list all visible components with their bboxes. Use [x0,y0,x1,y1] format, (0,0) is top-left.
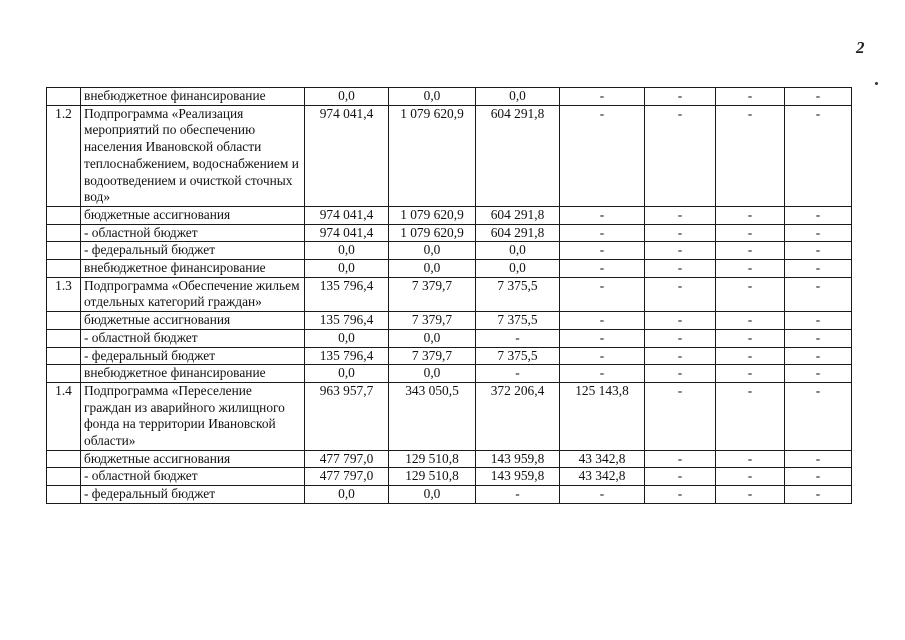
value-cell: - [785,329,852,347]
row-code [47,365,81,383]
value-cell: - [785,450,852,468]
value-cell: - [645,329,716,347]
value-cell: - [645,450,716,468]
value-cell: - [785,486,852,504]
value-cell: 0,0 [476,88,560,106]
value-cell: 143 959,8 [476,468,560,486]
row-label: бюджетные ассигнования [81,450,305,468]
page-number: 2 [856,38,865,57]
table-row [47,242,852,260]
value-cell: - [716,382,785,450]
value-cell: - [785,88,852,106]
value-cell: 974 041,4 [305,206,389,224]
value-cell: - [645,365,716,383]
value-cell: 7 375,5 [476,277,560,311]
value-cell: - [476,365,560,383]
row-label: бюджетные ассигнования [81,206,305,224]
value-cell: - [476,329,560,347]
value-cell: 0,0 [476,260,560,278]
value-cell: 7 375,5 [476,312,560,330]
value-cell: - [785,468,852,486]
table-row [47,88,852,106]
table-row [47,450,852,468]
value-cell: 0,0 [389,88,476,106]
value-cell: 129 510,8 [389,468,476,486]
value-cell: 0,0 [305,88,389,106]
value-cell: 0,0 [305,365,389,383]
value-cell: 0,0 [305,242,389,260]
row-label: - областной бюджет [81,224,305,242]
value-cell: - [560,486,645,504]
table-row [47,312,852,330]
value-cell: - [716,88,785,106]
table-row [47,468,852,486]
value-cell: - [716,312,785,330]
value-cell: - [560,88,645,106]
row-code [47,329,81,347]
value-cell: - [645,277,716,311]
value-cell: - [716,105,785,206]
value-cell: - [716,277,785,311]
row-label: внебюджетное финансирование [81,260,305,278]
value-cell: 1 079 620,9 [389,206,476,224]
value-cell: 125 143,8 [560,382,645,450]
value-cell: 963 957,7 [305,382,389,450]
table-row [47,206,852,224]
value-cell: - [716,260,785,278]
subprogram-row [47,382,852,450]
value-cell: 1 079 620,9 [389,105,476,206]
value-cell: 7 379,7 [389,277,476,311]
value-cell: 0,0 [389,260,476,278]
value-cell: - [560,242,645,260]
value-cell: 0,0 [476,242,560,260]
value-cell: - [645,347,716,365]
value-cell: - [645,242,716,260]
value-cell: - [716,450,785,468]
row-code [47,206,81,224]
row-code: 1.2 [47,105,81,206]
value-cell: - [785,365,852,383]
value-cell: - [476,486,560,504]
value-cell: 43 342,8 [560,450,645,468]
value-cell: - [645,382,716,450]
row-code [47,450,81,468]
row-code [47,88,81,106]
value-cell: - [560,277,645,311]
value-cell: 604 291,8 [476,206,560,224]
value-cell: - [560,260,645,278]
row-label: Подпрограмма «Обеспечение жильем отдельных категорий граждан» [81,277,305,311]
value-cell: 0,0 [305,486,389,504]
value-cell: - [560,365,645,383]
value-cell: 477 797,0 [305,450,389,468]
subprogram-row [47,277,852,311]
value-cell: - [785,277,852,311]
value-cell: 974 041,4 [305,105,389,206]
value-cell: - [645,260,716,278]
row-code: 1.3 [47,277,81,311]
value-cell: - [716,242,785,260]
value-cell: - [645,486,716,504]
row-label: Подпрограмма «Реализация мероприятий по обеспечению населения Ивановской области теплоснабжением, водоснабжением и водоотведением и очисткой сточных вод» [81,105,305,206]
value-cell: 604 291,8 [476,105,560,206]
value-cell: - [716,206,785,224]
value-cell: 0,0 [389,329,476,347]
budget-table [46,87,852,504]
value-cell: - [785,242,852,260]
table-row [47,365,852,383]
value-cell: - [716,329,785,347]
value-cell: - [560,206,645,224]
row-code [47,312,81,330]
row-code [47,224,81,242]
table-row [47,486,852,504]
row-label: бюджетные ассигнования [81,312,305,330]
value-cell: 0,0 [389,365,476,383]
row-code [47,486,81,504]
value-cell: 135 796,4 [305,347,389,365]
row-code [47,242,81,260]
value-cell: 372 206,4 [476,382,560,450]
value-cell: - [645,88,716,106]
row-label: - областной бюджет [81,468,305,486]
value-cell: 0,0 [389,486,476,504]
value-cell: 7 379,7 [389,312,476,330]
row-code [47,347,81,365]
table-row [47,224,852,242]
row-label: - областной бюджет [81,329,305,347]
value-cell: 135 796,4 [305,312,389,330]
value-cell: 43 342,8 [560,468,645,486]
value-cell: - [785,312,852,330]
value-cell: - [560,329,645,347]
table-row [47,329,852,347]
value-cell: - [716,486,785,504]
row-code: 1.4 [47,382,81,450]
value-cell: - [716,468,785,486]
value-cell: - [560,312,645,330]
row-code [47,468,81,486]
value-cell: - [785,260,852,278]
value-cell: 0,0 [389,242,476,260]
value-cell: - [645,312,716,330]
scan-speck [875,82,878,85]
table-row [47,260,852,278]
subprogram-row [47,105,852,206]
row-label: - федеральный бюджет [81,347,305,365]
value-cell: - [645,224,716,242]
value-cell: - [785,206,852,224]
value-cell: - [645,105,716,206]
row-label: внебюджетное финансирование [81,365,305,383]
value-cell: - [716,224,785,242]
value-cell: - [560,347,645,365]
value-cell: 343 050,5 [389,382,476,450]
table-row [47,347,852,365]
value-cell: 7 375,5 [476,347,560,365]
value-cell: - [645,206,716,224]
row-label: - федеральный бюджет [81,242,305,260]
value-cell: - [645,468,716,486]
value-cell: 0,0 [305,329,389,347]
row-label: - федеральный бюджет [81,486,305,504]
value-cell: 135 796,4 [305,277,389,311]
value-cell: - [716,365,785,383]
value-cell: - [785,382,852,450]
value-cell: 7 379,7 [389,347,476,365]
value-cell: - [560,105,645,206]
value-cell: - [785,347,852,365]
value-cell: 477 797,0 [305,468,389,486]
value-cell: - [785,105,852,206]
row-label: Подпрограмма «Переселение граждан из аварийного жилищного фонда на территории Ивановской области» [81,382,305,450]
value-cell: 604 291,8 [476,224,560,242]
value-cell: 1 079 620,9 [389,224,476,242]
value-cell: 974 041,4 [305,224,389,242]
value-cell: - [716,347,785,365]
row-code [47,260,81,278]
value-cell: 129 510,8 [389,450,476,468]
value-cell: 0,0 [305,260,389,278]
row-label: внебюджетное финансирование [81,88,305,106]
value-cell: 143 959,8 [476,450,560,468]
value-cell: - [785,224,852,242]
value-cell: - [560,224,645,242]
